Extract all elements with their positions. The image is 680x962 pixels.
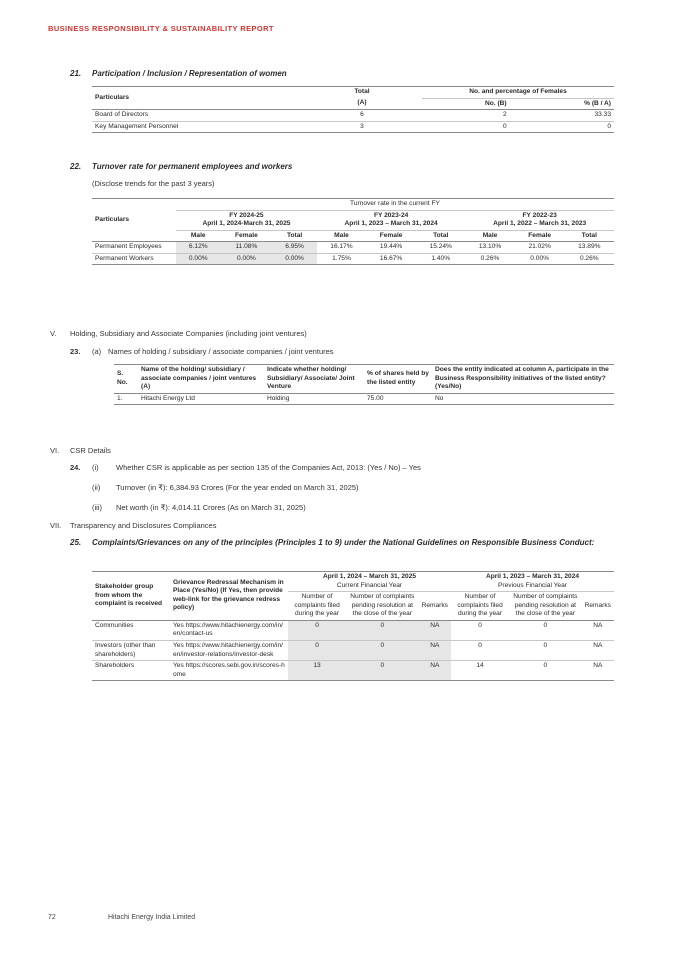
col-previous-fy: April 1, 2023 – March 31, 2024 Previous Financial Year	[451, 572, 614, 592]
cell: 6.95%	[272, 242, 317, 254]
cell: NA	[419, 661, 451, 681]
table-row	[92, 242, 614, 254]
cell: NA	[419, 640, 451, 660]
section-vi-title: VI. CSR Details	[50, 446, 111, 455]
cell: 0.26%	[480, 254, 500, 262]
col-indicate: Indicate whether holding/ Subsidiary/ Associate/ Joint Venture	[267, 366, 355, 391]
cell: 2	[502, 111, 507, 119]
col-total: Total	[286, 231, 303, 239]
col-male: Male	[190, 231, 206, 239]
col-male: Male	[334, 231, 349, 239]
cell: 0.00%	[530, 254, 549, 262]
fy-header: FY 2022-23 April 1, 2022 – March 31, 2023	[493, 211, 587, 228]
col-total: Total	[354, 88, 370, 96]
col-female: Female	[379, 231, 403, 239]
fy-header: FY 2023-24 April 1, 2023 – March 31, 2024	[344, 211, 438, 228]
report-header: BUSINESS RESPONSIBILITY & SUSTAINABILITY REPORT	[48, 24, 274, 33]
cell: 6	[360, 111, 364, 119]
section-v-title: V. Holding, Subsidiary and Associate Companies (including joint ventures)	[50, 329, 307, 338]
section-vii-title: VII. Transparency and Disclosures Compliances	[50, 521, 217, 530]
row-label: Permanent Workers	[95, 254, 154, 262]
table-row	[92, 620, 614, 640]
cell: 0	[288, 620, 346, 640]
col-current-fy: April 1, 2024 – March 31, 2025 Current Financial Year	[288, 572, 451, 592]
section-22-subtitle: (Disclose trends for the past 3 years)	[92, 179, 215, 188]
cell: Yes https://scores.sebi.gov.in/scores-home	[173, 662, 285, 678]
col-total-sub: (A)	[357, 99, 367, 107]
col-current-fy: Turnover rate in the current FY	[176, 199, 614, 211]
col-remarks: Remarks	[584, 601, 611, 609]
cell: 0	[543, 662, 548, 670]
col-total: Total	[581, 231, 597, 239]
fy-header: FY 2024-25 April 1, 2024-March 31, 2025	[202, 211, 291, 228]
cell: 0	[346, 661, 418, 681]
cell: 0	[478, 621, 482, 629]
cell: 0.00%	[176, 253, 221, 265]
women-representation-table	[92, 86, 614, 133]
cell: 0	[543, 621, 548, 629]
section-title-text: Participation / Inclusion / Representation of women	[92, 69, 287, 78]
cell: Hitachi Energy Ltd	[141, 394, 195, 402]
section-number: 22.	[70, 162, 82, 171]
csr-item-ii: (ii) Turnover (in ₹): 6,384.93 Crores (For the year ended on March 31, 2025)	[92, 483, 359, 492]
cell: 14	[476, 662, 484, 670]
table-row	[114, 393, 614, 405]
page-footer	[48, 914, 195, 921]
cell: 0	[502, 122, 507, 130]
col-sno: S. No.	[117, 370, 128, 386]
col-filed: Number of complaints filed during the year	[457, 593, 503, 618]
col-pending: Number of complaints pending resolution at the close of the year	[350, 593, 415, 618]
holding-companies-table	[114, 364, 614, 405]
cell: NA	[593, 662, 603, 670]
cell: 21.02%	[528, 243, 551, 251]
cell: No	[435, 394, 444, 402]
cell: Yes https://www.hitachienergy.com/in/en/contact-us	[173, 621, 283, 638]
col-mechanism: Grievance Redressal Mechanism in Place (Yes/No) (If Yes, then provide web-link for the grievance redress policy)	[173, 578, 284, 612]
cell: Board of Directors	[95, 111, 149, 119]
col-total: Total	[433, 231, 449, 239]
cell: 0	[288, 640, 346, 660]
csr-item-iii: (iii) Net worth (in ₹): 4,014.11 Crores (As on March 31, 2025)	[92, 503, 306, 512]
turnover-table	[92, 198, 614, 265]
section-23-title: 23. (a) Names of holding / subsidiary / associate companies / joint ventures	[70, 347, 334, 356]
section-21-title	[70, 69, 287, 78]
cell: 6.12%	[176, 242, 221, 254]
cell: 16.17%	[330, 243, 353, 251]
cell: 0	[346, 620, 418, 640]
table-row	[92, 253, 614, 265]
table-row	[92, 121, 614, 133]
cell: 75.00	[367, 394, 384, 402]
col-female: Female	[235, 231, 258, 239]
cell: NA	[419, 620, 451, 640]
page-number: 72	[48, 914, 56, 921]
cell: Shareholders	[95, 662, 135, 670]
cell: NA	[593, 641, 603, 649]
cell: 0.00%	[272, 253, 317, 265]
cell: 1.	[117, 394, 123, 402]
cell: 33.33	[594, 111, 611, 119]
cell: Yes https://www.hitachienergy.com/in/en/investor-relations/investor-desk	[173, 641, 283, 658]
footer-company: Hitachi Energy India Limited	[108, 914, 196, 921]
section-title-text: Turnover rate for permanent employees and workers	[92, 162, 293, 171]
col-particulars: Particulars	[95, 215, 130, 223]
cell: 1.40%	[431, 254, 451, 262]
table-row	[92, 110, 614, 122]
col-no: No. (B)	[485, 99, 507, 107]
cell: 3	[360, 122, 364, 130]
col-shares: % of shares held by the listed entity	[367, 370, 429, 386]
csr-item-i: 24. (i) Whether CSR is applicable as per section 135 of the Companies Act, 2013: (Yes / No) – Yes	[70, 463, 421, 472]
cell: 0	[543, 641, 548, 649]
cell: 0.26%	[579, 254, 599, 262]
section-number: 21.	[70, 69, 82, 78]
col-pct: % (B / A)	[584, 99, 611, 107]
section-22-title	[70, 162, 292, 171]
col-stakeholder: Stakeholder group from whom the complaint is received	[95, 583, 163, 608]
section-25-title: 25. Complaints/Grievances on any of the principles (Principles 1 to 9) under the National Guidelines on Responsible Business Conduct:	[70, 538, 595, 547]
cell: Investors (other than shareholders)	[95, 641, 156, 658]
cell: 0.00%	[221, 253, 273, 265]
complaints-table	[92, 571, 614, 681]
cell: Communities	[95, 621, 134, 629]
cell: 13.10%	[478, 243, 502, 251]
cell: 13	[288, 661, 346, 681]
cell: 19.44%	[379, 243, 403, 251]
cell: 1.75%	[332, 254, 351, 262]
cell: Key Management Personnel	[95, 122, 179, 130]
col-females: No. and percentage of Females	[422, 87, 614, 99]
table-row	[92, 640, 614, 660]
col-male: Male	[482, 231, 498, 239]
cell: 0	[607, 122, 611, 130]
col-particulars: Particulars	[95, 93, 130, 101]
cell: NA	[593, 621, 603, 629]
col-remarks: Remarks	[421, 601, 448, 609]
col-filed: Number of complaints filed during the year	[294, 593, 340, 618]
col-participate: Does the entity indicated at column A, participate in the Business Responsibility initiatives of the listed entity? (Yes/No)	[435, 366, 609, 391]
cell: Holding	[267, 394, 290, 402]
row-label: Permanent Employees	[95, 243, 162, 251]
cell: 16.67%	[379, 254, 403, 262]
cell: 15.24%	[429, 243, 452, 251]
col-female: Female	[528, 231, 551, 239]
cell: 11.08%	[221, 242, 273, 254]
cell: 0	[346, 640, 418, 660]
cell: 13.89%	[578, 243, 601, 251]
cell: 0	[478, 641, 482, 649]
table-row	[92, 661, 614, 681]
col-name: Name of the holding/ subsidiary / associate companies / joint ventures (A)	[141, 366, 257, 391]
col-pending: Number of complaints pending resolution at the close of the year	[513, 593, 578, 618]
